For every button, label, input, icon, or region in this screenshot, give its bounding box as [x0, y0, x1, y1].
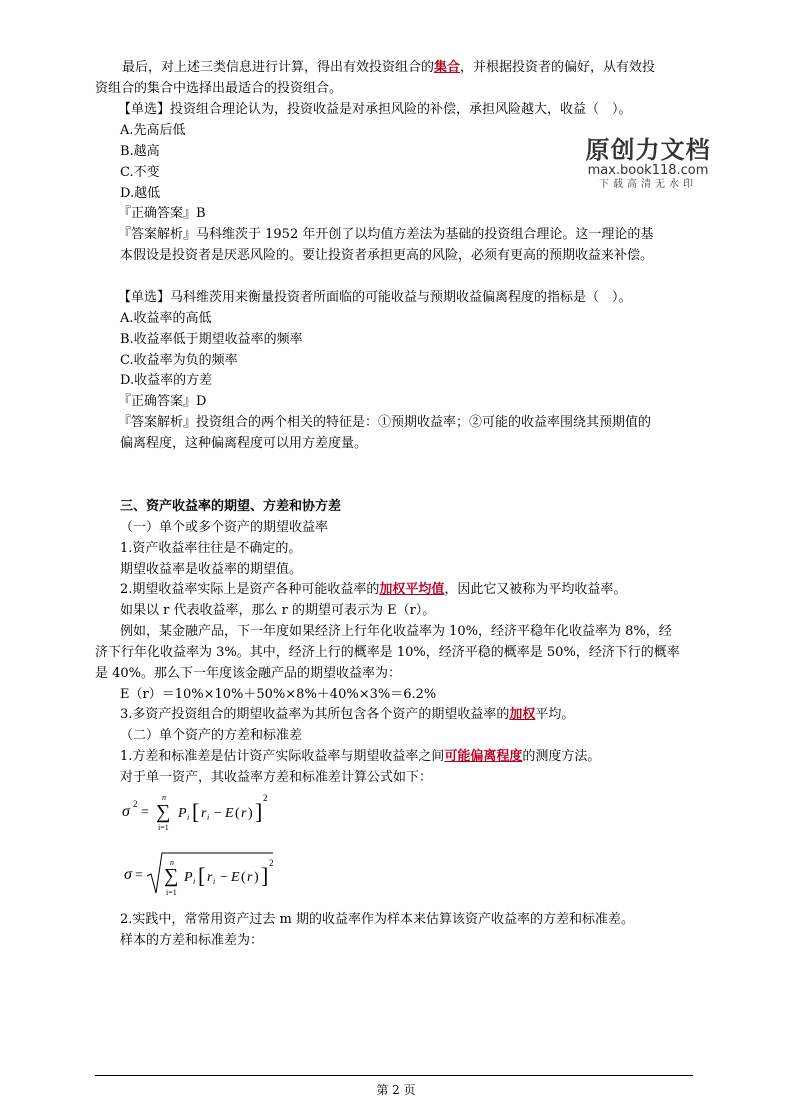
text: 最后，对上述三类信息进行计算，得出有效投资组合的	[122, 60, 435, 75]
text: 1.方差和标准差是估计资产实际收益率与期望收益率之间	[120, 749, 445, 764]
prob-symbol: P	[184, 870, 193, 885]
text: 3.多资产投资组合的期望收益率为其所包含各个资产的期望收益率的	[120, 707, 510, 722]
highlight-link[interactable]: 可能偏离程度	[444, 749, 523, 764]
paragraph-line: 资组合的集合中选择出最适合的投资组合。	[95, 81, 343, 96]
calculation-line: E（r）＝10%×10%＋50%×8%＋40%×3%＝6.2%	[120, 687, 437, 702]
equals-sign: =	[135, 868, 143, 883]
paragraph-line	[120, 706, 574, 724]
prob-symbol: P	[178, 806, 187, 821]
r-symbol: r	[241, 806, 247, 821]
sigma-symbol: σ	[122, 803, 130, 820]
watermark-site: max.book118.com	[587, 163, 709, 178]
text: 的测度方法。	[522, 749, 601, 764]
minus-sign: −	[220, 870, 228, 885]
answer-explanation: 『答案解析』投资组合的两个相关的特征是：①预期收益率；②可能的收益率围绕其预期值的	[118, 415, 652, 430]
watermark-tagline: 下载高清无水印	[599, 179, 697, 190]
watermark-logo	[583, 136, 713, 192]
paragraph-line: 样本的方差和标准差为：	[120, 933, 264, 948]
left-bracket: [	[198, 863, 206, 888]
text: 2.期望收益率实际上是资产各种可能收益率的	[120, 582, 380, 597]
paren: )	[254, 870, 259, 885]
paragraph-line	[122, 59, 655, 77]
minus-sign: −	[214, 806, 222, 821]
option-b: B.收益率低于期望收益率的频率	[120, 332, 303, 347]
exponent: 2	[133, 799, 138, 809]
exponent: 2	[263, 793, 268, 803]
prob-subscript: i	[193, 877, 196, 886]
option-c: C.不变	[120, 165, 160, 180]
answer-explanation: 本假设是投资者是厌恶风险的。要让投资者承担更高的风险，必须有更高的预期收益来补偿。	[120, 248, 654, 263]
option-b: B.越高	[120, 144, 160, 159]
equals-sign: =	[141, 805, 149, 820]
e-symbol: E	[225, 806, 234, 821]
paragraph-line: 例如，某金融产品，下一年度如果经济上行年化收益率为 10%，经济平稳年化收益率为 8%，经	[120, 624, 672, 639]
sum-icon: ∑	[164, 865, 179, 887]
correct-answer: 『正确答案』B	[118, 206, 206, 221]
paragraph-line: 是 40%。那么下一年度该金融产品的期望收益率为：	[95, 666, 402, 681]
std-dev-formula	[120, 849, 290, 899]
r-symbol: r	[207, 870, 213, 885]
question-stem: 【单选】投资组合理论认为，投资收益是对承担风险的补偿，承担风险越大，收益（ ）。	[118, 102, 632, 117]
option-d: D.收益率的方差	[120, 373, 213, 388]
lower-limit: i=1	[166, 888, 177, 897]
option-c: C.收益率为负的频率	[120, 353, 238, 368]
variance-formula	[120, 786, 280, 832]
paragraph-line: 济下行年化收益率为 3%。其中，经济上行的概率是 10%，经济平稳的概率是 50%，经济下行的概率	[95, 645, 680, 660]
exponent: 2	[269, 858, 274, 868]
lower-limit: i=1	[158, 823, 169, 832]
question-stem: 【单选】马科维茨用来衡量投资者所面临的可能收益与预期收益偏离程度的指标是（ ）。	[118, 290, 632, 305]
subsection-heading: （一）单个或多个资产的期望收益率	[120, 520, 329, 535]
right-bracket: ]	[261, 863, 269, 888]
right-bracket: ]	[255, 799, 263, 824]
paragraph-line: 2.实践中，常常用资产过去 m 期的收益率作为样本来估算该资产收益率的方差和标准差。	[120, 912, 634, 927]
highlight-link[interactable]: 加权	[509, 707, 536, 722]
paragraph-line: 对于单一资产，其收益率方差和标准差计算公式如下：	[120, 770, 433, 785]
sum-icon: ∑	[156, 801, 171, 823]
text: 平均。	[535, 707, 575, 722]
answer-explanation: 『答案解析』马科维茨于 1952 年开创了以均值方差法为基础的投资组合理论。这一理论的基	[118, 227, 654, 242]
upper-limit: n	[170, 858, 174, 867]
prob-subscript: i	[187, 813, 190, 822]
paren: )	[248, 806, 253, 821]
r-subscript: i	[213, 877, 216, 886]
footer-divider	[95, 1075, 693, 1076]
page-number: 第 2 页	[376, 1083, 416, 1097]
highlight-link[interactable]: 集合	[434, 60, 461, 75]
upper-limit: n	[162, 793, 166, 802]
highlight-link[interactable]: 加权平均值	[379, 582, 445, 597]
r-subscript: i	[207, 813, 210, 822]
option-a: A.收益率的高低	[120, 311, 212, 326]
sigma-symbol: σ	[124, 866, 132, 883]
option-a: A.先高后低	[120, 123, 186, 138]
section-heading: 三、资产收益率的期望、方差和协方差	[120, 499, 342, 514]
left-bracket: [	[192, 799, 200, 824]
paragraph-line	[120, 581, 626, 599]
paragraph-line: 如果以 r 代表收益率，那么 r 的期望可表示为 E（r）。	[120, 603, 436, 618]
answer-explanation: 偏离程度，这种偏离程度可以用方差度量。	[120, 436, 368, 451]
option-d: D.越低	[120, 186, 161, 201]
watermark-title: 原创力文档	[585, 136, 711, 164]
r-symbol: r	[201, 806, 207, 821]
e-symbol: E	[231, 870, 240, 885]
correct-answer: 『正确答案』D	[118, 394, 207, 409]
text: ，并根据投资者的偏好，从有效投	[460, 60, 656, 75]
subsection-heading: （二）单个资产的方差和标准差	[120, 728, 303, 743]
paragraph-line: 期望收益率是收益率的期望值。	[120, 562, 303, 577]
paragraph-line: 1.资产收益率往往是不确定的。	[120, 541, 302, 556]
paren: (	[241, 870, 246, 885]
paren: (	[235, 806, 240, 821]
r-symbol: r	[247, 870, 253, 885]
text: ，因此它又被称为平均收益率。	[444, 582, 627, 597]
paragraph-line	[120, 748, 600, 766]
